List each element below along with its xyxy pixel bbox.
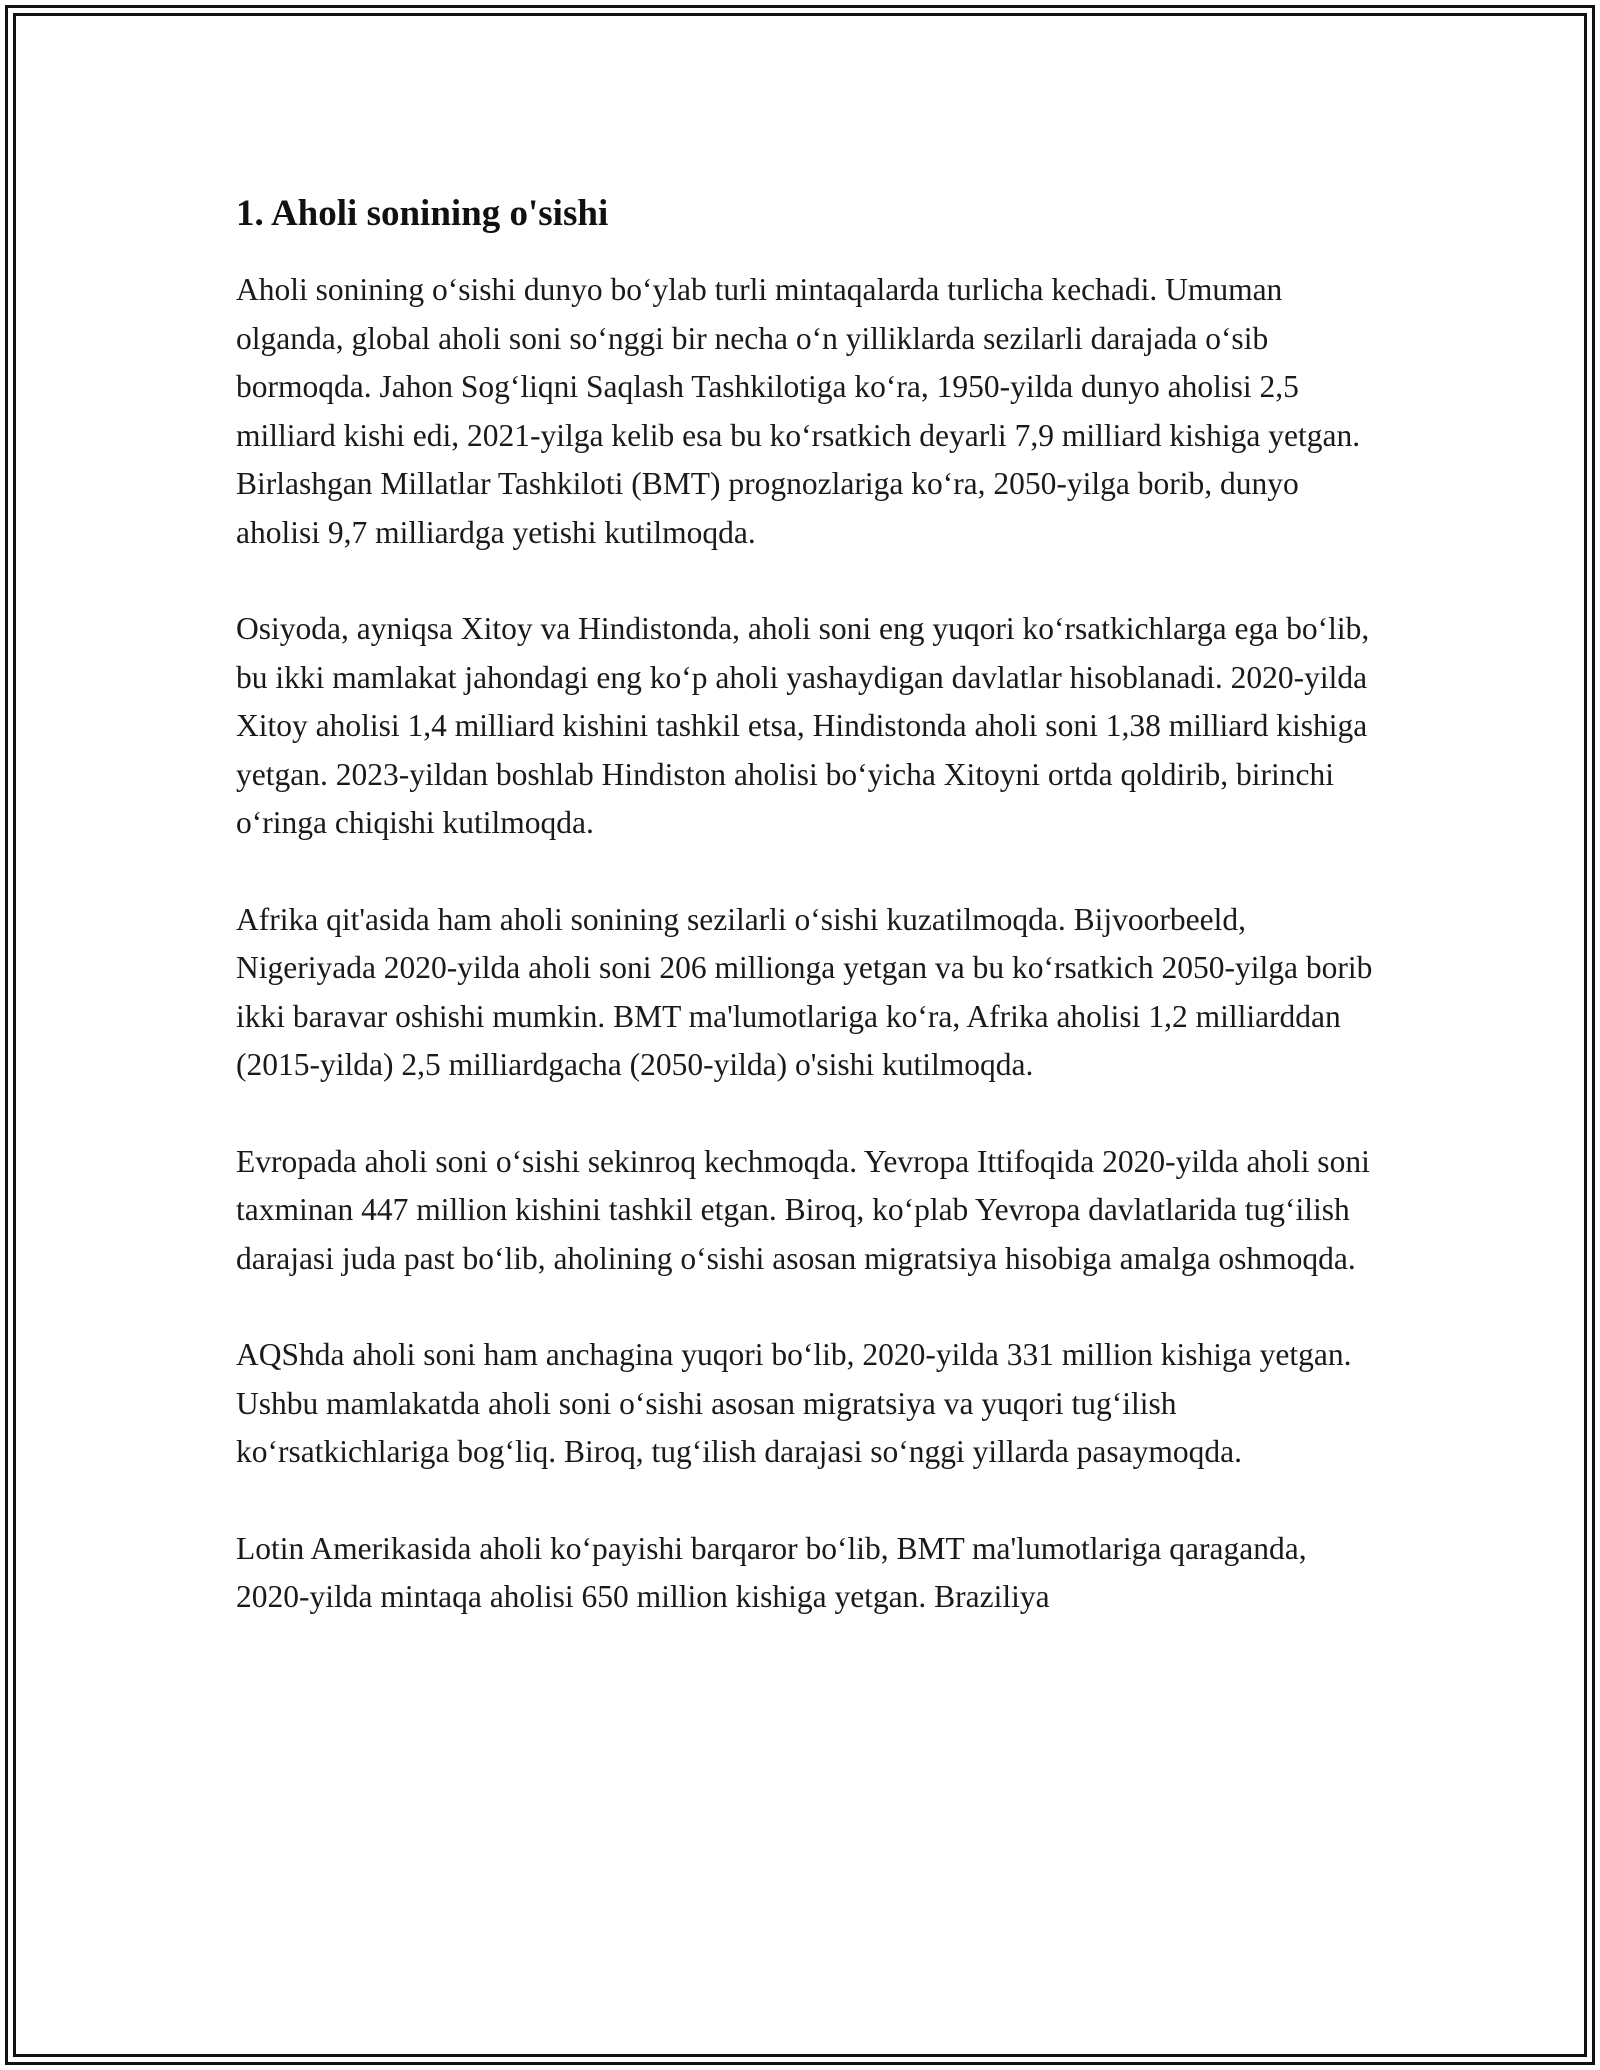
paragraph-africa: Afrika qit'asida ham aholi sonining sezilarli o‘sishi kuzatilmoqda. Bijvoorbeeld, Nigeriyada 2020-yilda aholi soni 206 millionga yetgan va bu ko‘rsatkich 2050-yilga borib ikki baravar oshishi mumkin. BMT ma'lumotlariga ko‘ra, Afrika aholisi 1,2 milliarddan (2015-yilda) 2,5 milliardgacha (2050-yilda) o'sishi kutilmoqda.	[236, 901, 1373, 1082]
section-heading: 1. Aholi sonining o'sishi	[236, 193, 609, 234]
paragraph-asia: Osiyoda, ayniqsa Xitoy va Hindistonda, aholi soni eng yuqori ko‘rsatkichlarga ega bo‘lib, bu ikki mamlakat jahondagi eng ko‘p aholi yashaydigan davlatlar hisoblanadi. 2020-yilda Xitoy aholisi 1,4 milliard kishini tashkil etsa, Hindistonda aholi soni 1,38 milliard kishiga yetgan. 2023-yildan boshlab Hindiston aholisi bo‘yicha Xitoyni ortda qoldirib, birinchi o‘ringa chiqishi kutilmoqda.	[236, 611, 1370, 840]
paragraph-world-population: Aholi sonining o‘sishi dunyo bo‘ylab turli mintaqalarda turlicha kechadi. Umuman olganda, global aholi soni so‘nggi bir necha o‘n yilliklarda sezilarli darajada o‘sib bormoqda. Jahon Sog‘liqni Saqlash Tashkilotiga ko‘ra, 1950-yilda dunyo aholisi 2,5 milliard kishi edi, 2021-yilga kelib esa bu ko‘rsatkich deyarli 7,9 milliard kishiga yetgan. Birlashgan Millatlar Tashkiloti (BMT) prognozlariga ko‘ra, 2050-yilga borib, dunyo aholisi 9,7 milliardga yetishi kutilmoqda.	[236, 272, 1361, 550]
paragraph-usa: AQShda aholi soni ham anchagina yuqori bo‘lib, 2020-yilda 331 million kishiga yetgan. Ushbu mamlakatda aholi soni o‘sishi asosan migratsiya va yuqori tug‘ilish ko‘rsatkichlariga bog‘liq. Biroq, tug‘ilish darajasi so‘nggi yillarda pasaymoqda.	[236, 1337, 1352, 1469]
paragraph-europe: Evropada aholi soni o‘sishi sekinroq kechmoqda. Yevropa Ittifoqida 2020-yilda aholi soni taxminan 447 million kishini tashkil etgan. Biroq, ko‘plab Yevropa davlatlarida tug‘ilish darajasi juda past bo‘lib, aholining o‘sishi asosan migratsiya hisobiga amalga oshmoqda.	[236, 1143, 1370, 1276]
document-body	[236, 188, 1386, 1670]
paragraph-latin-america: Lotin Amerikasida aholi ko‘payishi barqaror bo‘lib, BMT ma'lumotlariga qaraganda, 2020-yilda mintaqa aholisi 650 million kishiga yetgan. Braziliya	[236, 1530, 1307, 1614]
